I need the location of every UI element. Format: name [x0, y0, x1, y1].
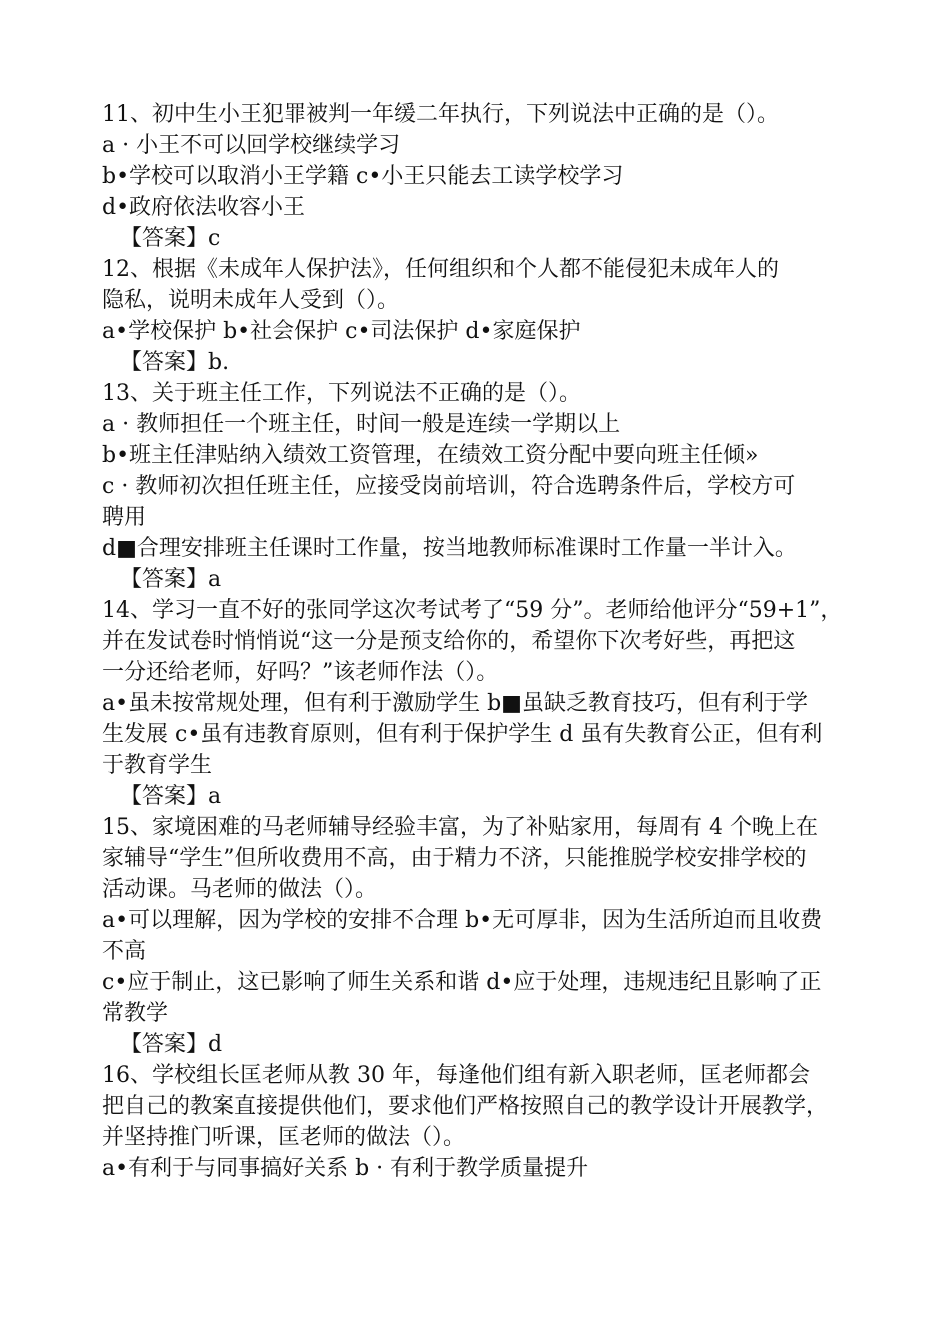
question-12-stem-cont: 隐私，说明未成年人受到（）。 [102, 288, 400, 313]
question-14-stem: 14、学习一直不好的张同学这次考试考了“59 分”。老师给他评分“59+1”， [102, 598, 843, 623]
question-14-options-1: a•虽未按常规处理，但有利于激励学生 b■虽缺乏教育技巧，但有利于学 [102, 691, 808, 716]
question-13-option-a: a · 教师担任一个班主任，时间一般是连续一学期以上 [102, 412, 621, 437]
question-16-stem-cont-1: 把自己的教案直接提供他们，要求他们严格按照自己的教学设计开展教学， [102, 1094, 829, 1119]
question-16-options-a-b: a•有利于与同事搞好关系 b · 有利于教学质量提升 [102, 1156, 589, 1181]
question-13-option-c: c · 教师初次担任班主任，应接受岗前培训，符合选聘条件后，学校方可 [102, 474, 796, 499]
question-13-answer: 【答案】a [120, 567, 222, 592]
question-13-stem: 13、关于班主任工作，下列说法不正确的是（）。 [102, 381, 581, 406]
question-12-answer: 【答案】b. [120, 350, 230, 375]
document-body [102, 99, 902, 1184]
question-14-options-2: 生发展 c•虽有违教育原则，但有利于保护学生 d 虽有失教育公正，但有利 [102, 722, 823, 747]
question-11-options-b-c: b•学校可以取消小王学籍 c•小王只能去工读学校学习 [102, 164, 624, 189]
question-15-options-c-d: c•应于制止，这已影响了师生关系和谐 d•应于处理，违规违纪且影响了正 [102, 970, 822, 995]
question-16-stem: 16、学校组长匡老师从教 30 年，每逢他们组有新入职老师，匡老师都会 [102, 1063, 810, 1088]
question-12-options: a•学校保护 b•社会保护 c•司法保护 d•家庭保护 [102, 319, 581, 344]
question-11-option-d: d•政府依法收容小王 [102, 195, 306, 220]
question-13-option-d: d■合理安排班主任课时工作量，按当地教师标准课时工作量一半计入。 [102, 536, 797, 561]
question-15-answer: 【答案】d [120, 1032, 223, 1057]
question-11-answer: 【答案】c [120, 226, 221, 251]
question-16-stem-cont-2: 并坚持推门听课，匡老师的做法（）。 [102, 1125, 466, 1150]
question-14-answer: 【答案】a [120, 784, 222, 809]
question-15-stem-cont-2: 活动课。马老师的做法（）。 [102, 877, 378, 902]
question-13-option-c-cont: 聘用 [102, 505, 147, 530]
question-15-options-c-d-cont: 常教学 [102, 1001, 169, 1026]
question-15-stem-cont-1: 家辅导“学生”但所收费用不高，由于精力不济，只能推脱学校安排学校的 [102, 846, 807, 871]
question-13-option-b: b•班主任津贴纳入绩效工资管理，在绩效工资分配中要向班主任倾» [102, 443, 759, 468]
question-14-stem-cont-1: 并在发试卷时悄悄说“这一分是预支给你的，希望你下次考好些，再把这 [102, 629, 796, 654]
question-15-options-a-b-cont: 不高 [102, 939, 147, 964]
question-12-stem: 12、根据《未成年人保护法》，任何组织和个人都不能侵犯未成年人的 [102, 257, 779, 282]
question-11-option-a: a · 小王不可以回学校继续学习 [102, 133, 401, 158]
question-14-options-3: 于教育学生 [102, 753, 213, 778]
question-15-options-a-b: a•可以理解，因为学校的安排不合理 b•无可厚非，因为生活所迫而且收费 [102, 908, 823, 933]
question-14-stem-cont-2: 一分还给老师，好吗？”该老师作法（）。 [102, 660, 499, 685]
question-11-stem: 11、初中生小王犯罪被判一年缓二年执行，下列说法中正确的是（）。 [102, 102, 779, 127]
question-15-stem: 15、家境困难的马老师辅导经验丰富，为了补贴家用，每周有 4 个晚上在 [102, 815, 818, 840]
